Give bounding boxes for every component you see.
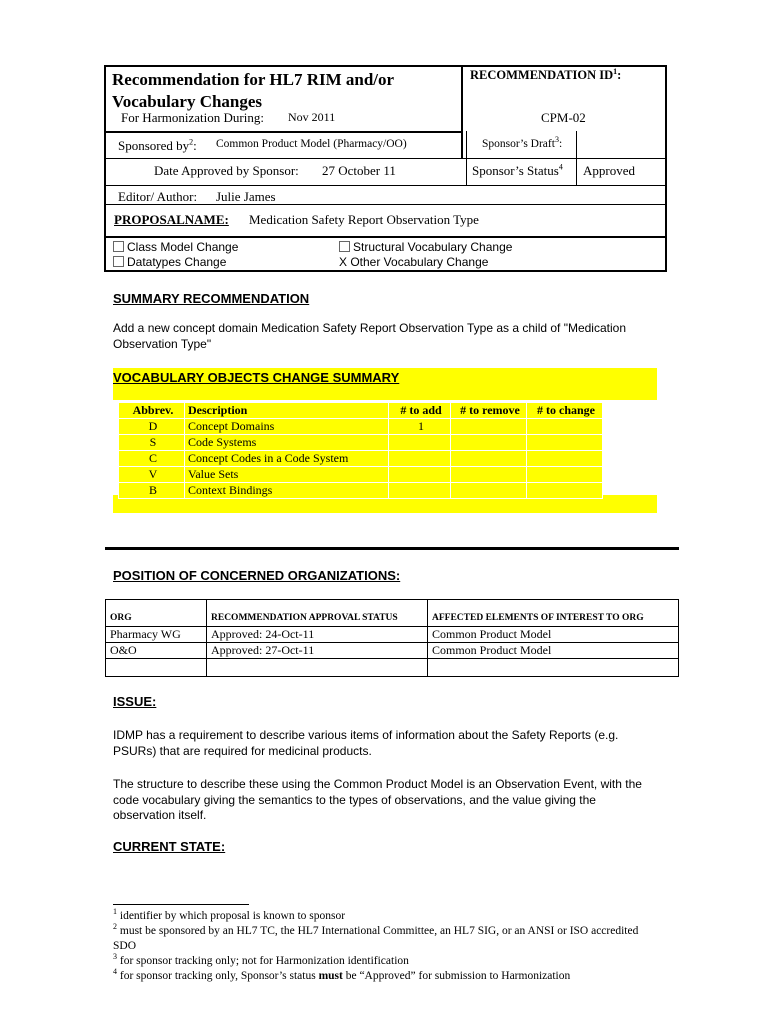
sponsored-by-text: Sponsored by — [118, 138, 190, 153]
vocab-summary-table — [118, 402, 603, 499]
date-approved-label: Date Approved by Sponsor: — [154, 163, 299, 178]
organizations-table — [105, 599, 679, 677]
summary-title: SUMMARY RECOMMENDATION — [113, 291, 310, 306]
checkbox-label: Datatypes Change — [127, 255, 227, 269]
issue-paragraph-1: IDMP has a requirement to describe various items of information about the Safety Reports (e.g. PSURs) that are required for medicinal products. — [113, 728, 619, 758]
divider — [105, 236, 667, 238]
editor-label: Editor/ Author: — [118, 189, 198, 204]
table-cell: Approved: 27-Oct-11 — [207, 643, 428, 659]
table-cell — [527, 467, 603, 483]
table-cell — [527, 419, 603, 435]
editor-value: Julie James — [216, 189, 276, 204]
checkbox[interactable] — [339, 241, 350, 252]
title-line-2: Vocabulary Changes — [112, 92, 263, 111]
table-cell: C — [119, 451, 185, 467]
change-type-class-model[interactable] — [113, 240, 238, 254]
table-cell: S — [119, 435, 185, 451]
divider — [105, 158, 667, 159]
col-header: # to remove — [451, 403, 527, 419]
table-header-row — [119, 403, 603, 419]
table-cell: B — [119, 483, 185, 499]
rec-id-text: RECOMMENDATION ID — [470, 68, 614, 82]
sponsored-by-value: Common Product Model (Pharmacy/OO) — [216, 138, 407, 150]
checkbox[interactable] — [113, 241, 124, 252]
sponsored-by-suffix: : — [193, 138, 197, 153]
table-cell: D — [119, 419, 185, 435]
table-cell: Concept Domains — [185, 419, 389, 435]
section-divider — [105, 547, 679, 550]
date-approved-value: 27 October 11 — [322, 163, 396, 178]
recommendation-id-value: CPM-02 — [541, 110, 586, 125]
footnote-1 — [113, 909, 653, 924]
sponsor-status-value: Approved — [583, 163, 635, 178]
table-row — [119, 483, 603, 499]
table-cell: V — [119, 467, 185, 483]
table-cell — [527, 483, 603, 499]
footnote-text: for sponsor tracking only, Sponsor’s status — [117, 970, 319, 982]
harmonization-value: Nov 2011 — [288, 110, 336, 124]
table-header-row — [106, 600, 679, 627]
recommendation-id-label — [470, 68, 621, 83]
sponsored-by-label — [118, 138, 197, 154]
change-type-structural-vocab[interactable] — [339, 240, 512, 254]
vocab-summary-title: VOCABULARY OBJECTS CHANGE SUMMARY — [113, 370, 400, 385]
divider — [105, 185, 667, 186]
proposal-name-value: Medication Safety Report Observation Type — [249, 212, 479, 227]
sponsor-status-label — [472, 163, 563, 179]
footnote-2 — [113, 924, 653, 954]
harmonization-label: For Harmonization During: — [121, 110, 264, 125]
table-cell: O&O — [106, 643, 207, 659]
table-cell: Pharmacy WG — [106, 627, 207, 643]
table-cell: Value Sets — [185, 467, 389, 483]
table-cell — [451, 419, 527, 435]
footnote-number: 4 — [113, 967, 117, 977]
checkbox-label: Structural Vocabulary Change — [353, 240, 513, 254]
checkbox[interactable] — [113, 256, 124, 267]
table-row — [119, 419, 603, 435]
footnote-separator — [113, 904, 249, 905]
proposal-name-label: PROPOSALNAME: — [114, 212, 229, 227]
table-cell — [389, 467, 451, 483]
sponsor-draft-text: Sponsor’s Draft — [482, 138, 555, 150]
summary-text: Add a new concept domain Medication Safety Report Observation Type as a child of "Medication Observation Type" — [113, 321, 626, 351]
col-header: # to change — [527, 403, 603, 419]
footnote-text: be “Approved” for submission to Harmonization — [342, 970, 571, 982]
col-header: RECOMMENDATION APPROVAL STATUS — [207, 600, 428, 627]
issue-paragraph-2: The structure to describe these using the Common Product Model is an Observation Event, with the code vocabulary giving the semantics to the types of observations, and the value giving the observation itself. — [113, 777, 642, 822]
table-row — [119, 435, 603, 451]
footnote-emphasis: must — [318, 970, 343, 982]
rec-id-suffix: : — [617, 68, 622, 82]
position-title: POSITION OF CONCERNED ORGANIZATIONS: — [113, 568, 401, 583]
footnote-3 — [113, 954, 653, 969]
sponsor-draft-label — [482, 135, 563, 150]
table-cell: Common Product Model — [428, 627, 679, 643]
table-cell — [451, 451, 527, 467]
issue-title: ISSUE: — [113, 694, 157, 709]
table-cell — [389, 451, 451, 467]
footnote-ref: 2 — [189, 137, 194, 147]
footnote-ref: 1 — [613, 66, 618, 76]
col-header: AFFECTED ELEMENTS OF INTEREST TO ORG — [428, 600, 679, 627]
footnote-ref: 4 — [558, 162, 563, 172]
table-row — [119, 451, 603, 467]
table-row — [106, 659, 679, 677]
change-type-other-vocab[interactable]: X Other Vocabulary Change — [339, 255, 489, 269]
checkbox-label: Class Model Change — [127, 240, 239, 254]
change-type-datatypes[interactable] — [113, 255, 226, 269]
table-cell — [106, 659, 207, 677]
table-cell: Approved: 24-Oct-11 — [207, 627, 428, 643]
table-cell — [527, 435, 603, 451]
table-cell: Context Bindings — [185, 483, 389, 499]
table-cell: Code Systems — [185, 435, 389, 451]
footnote-4 — [113, 969, 653, 984]
divider — [105, 131, 462, 133]
table-cell — [451, 435, 527, 451]
table-cell — [389, 483, 451, 499]
footnote-text: identifier by which proposal is known to sponsor — [117, 910, 346, 922]
current-state-title: CURRENT STATE: — [113, 839, 226, 854]
footnote-number: 1 — [113, 907, 117, 917]
table-cell — [451, 483, 527, 499]
col-header: # to add — [389, 403, 451, 419]
divider — [576, 131, 577, 185]
divider — [466, 131, 467, 185]
table-cell: 1 — [389, 419, 451, 435]
col-header: ORG — [106, 600, 207, 627]
table-cell — [451, 467, 527, 483]
col-header: Abbrev. — [119, 403, 185, 419]
table-cell: Common Product Model — [428, 643, 679, 659]
footnote-text: must be sponsored by an HL7 TC, the HL7 International Committee, an HL7 SIG, or an ANSI or ISO accredited SDO — [113, 925, 639, 952]
footnote-number: 3 — [113, 952, 117, 962]
table-row — [119, 467, 603, 483]
divider — [461, 66, 463, 159]
title-line-1: Recommendation for HL7 RIM and/or — [112, 70, 395, 89]
table-row — [106, 643, 679, 659]
footnote-number: 2 — [113, 922, 117, 932]
footnote-ref: 3 — [554, 135, 559, 145]
table-cell — [428, 659, 679, 677]
table-cell — [207, 659, 428, 677]
table-cell — [389, 435, 451, 451]
sponsor-draft-suffix: : — [558, 138, 563, 150]
form-title — [112, 69, 394, 113]
table-cell — [527, 451, 603, 467]
col-header: Description — [185, 403, 389, 419]
footnote-text: for sponsor tracking only; not for Harmonization identification — [117, 955, 409, 967]
sponsor-status-text: Sponsor’s Status — [472, 163, 559, 178]
footnotes — [113, 909, 653, 984]
table-cell: Concept Codes in a Code System — [185, 451, 389, 467]
table-row — [106, 627, 679, 643]
